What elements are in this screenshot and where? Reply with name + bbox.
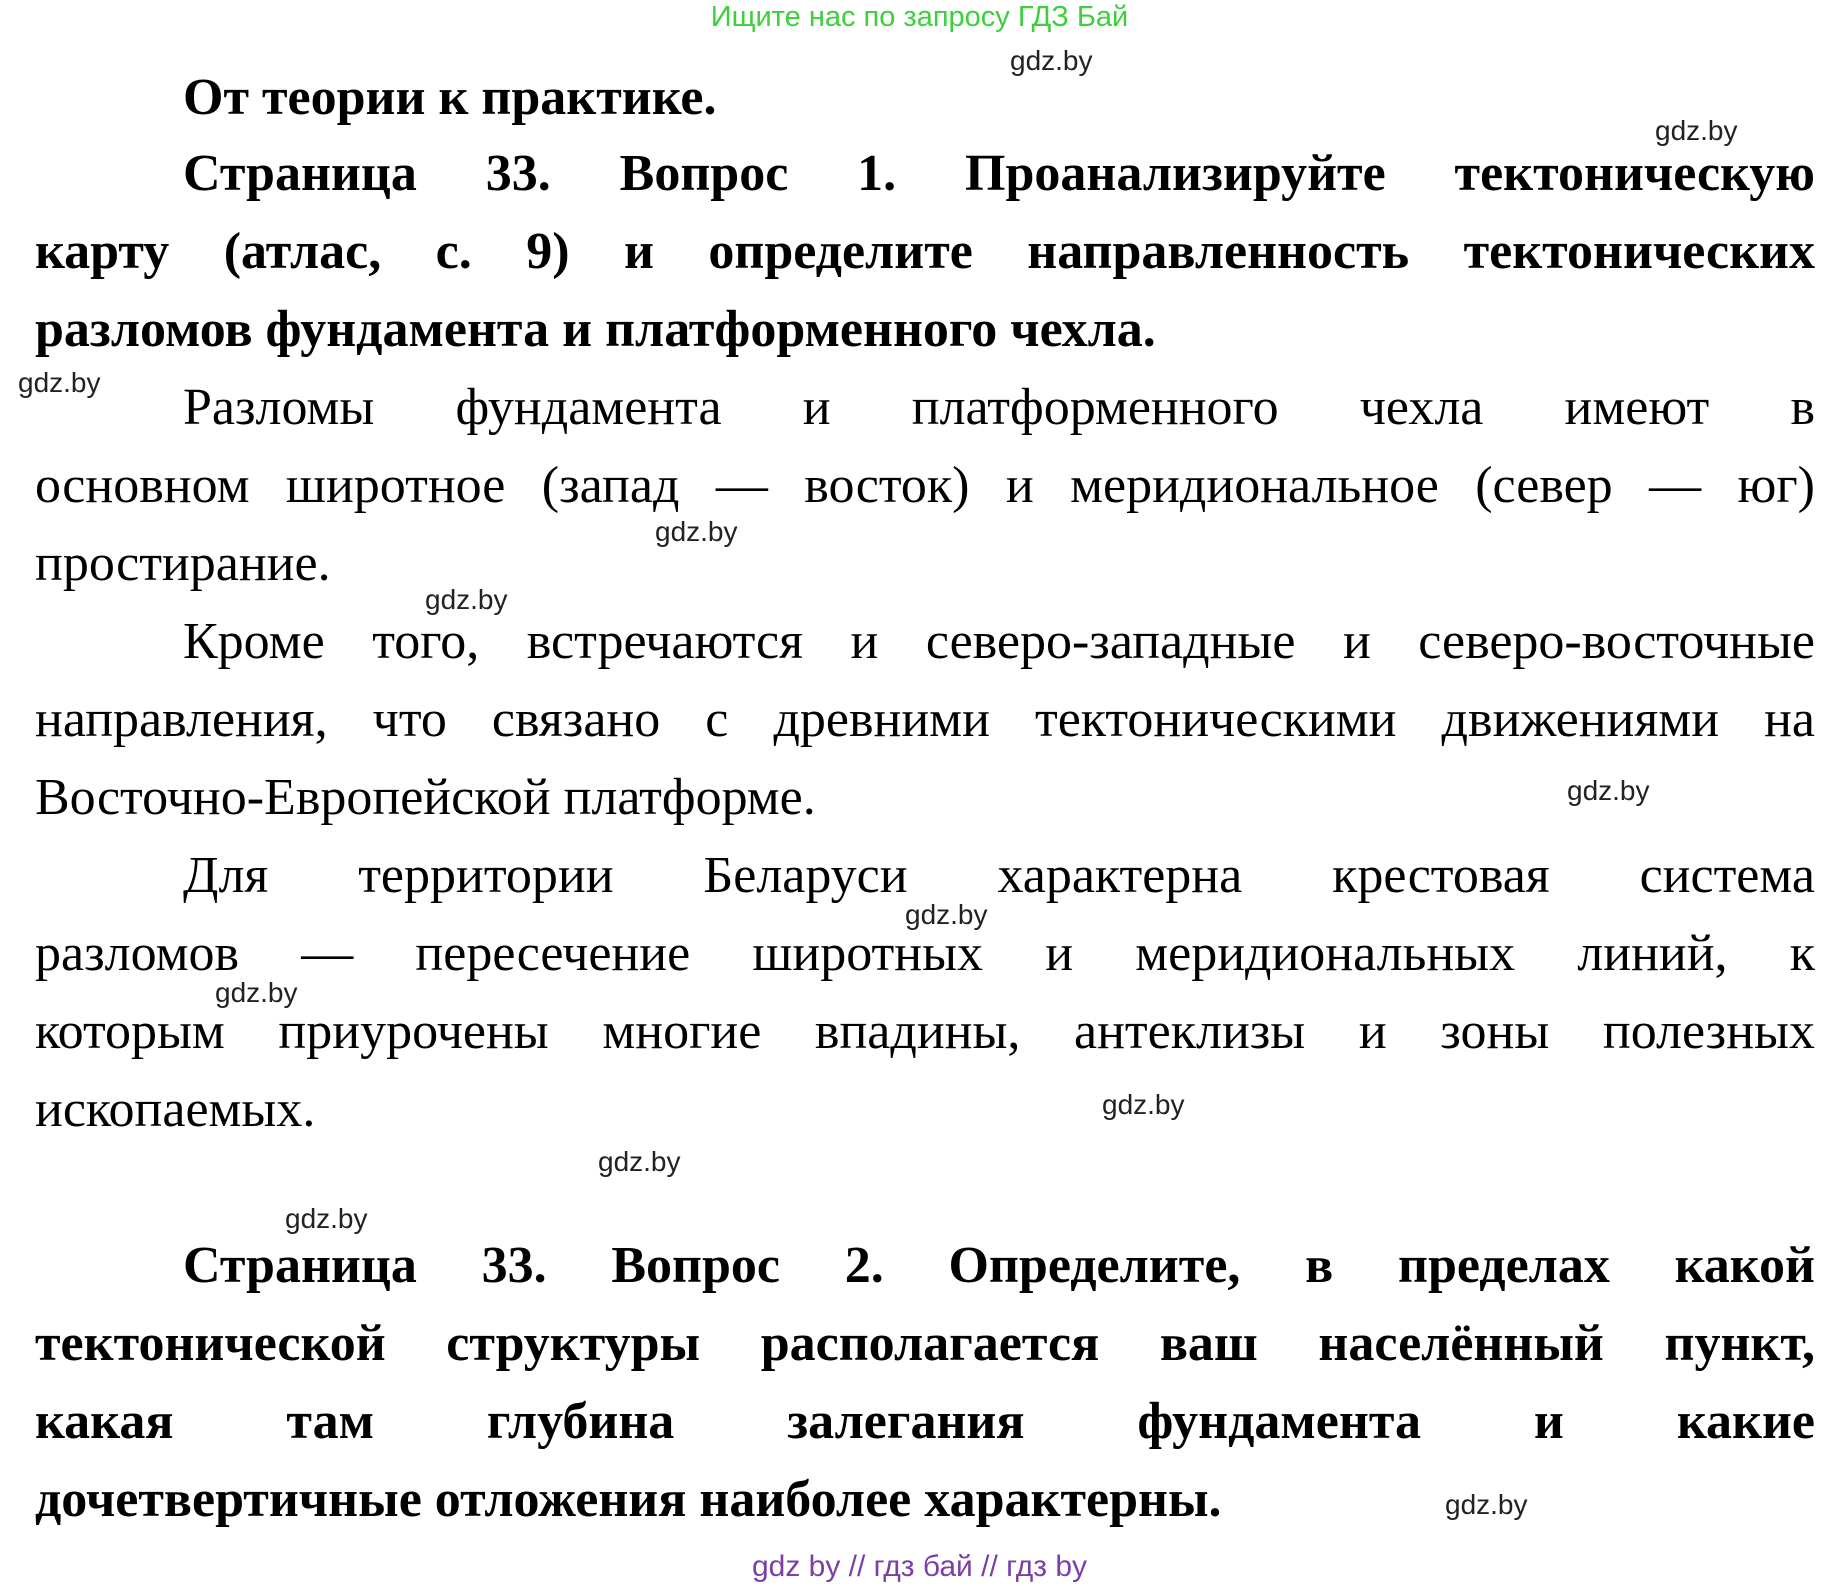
watermark: gdz.by	[1102, 1089, 1185, 1120]
question1-line2: карту (атлас, с. 9) и определите направленность тектонических	[35, 223, 1815, 280]
watermark: gdz.by	[598, 1146, 681, 1177]
answer1-p1-line1: Разломы фундамента и платформенного чехла имеют в	[183, 379, 1815, 436]
watermark: gdz.by	[1010, 45, 1093, 76]
watermark: gdz.by	[1567, 775, 1650, 806]
watermark: gdz.by	[18, 367, 101, 398]
watermark: gdz.by	[1655, 115, 1738, 146]
question2-line3: какая там глубина залегания фундамента и какие	[35, 1393, 1815, 1450]
watermark: gdz.by	[215, 977, 298, 1008]
answer1-p1-line2: основном широтное (запад — восток) и меридиональное (север — юг)	[35, 457, 1815, 514]
question2-line4: дочетвертичные отложения наиболее характерны.	[35, 1471, 1222, 1528]
watermark: gdz.by	[1445, 1489, 1528, 1520]
answer1-p3-line3: которым приурочены многие впадины, антеклизы и зоны полезных	[35, 1003, 1815, 1060]
answer1-p2-line1: Кроме того, встречаются и северо-западные и северо-восточные	[183, 613, 1815, 670]
answer1-p1-line3: простирание.	[35, 535, 331, 592]
answer1-p3-line2: разломов — пересечение широтных и меридиональных линий, к	[35, 925, 1815, 982]
footer-links: gdz by // гдз бай // гдз by	[751, 1550, 1088, 1583]
question2-line2: тектонической структуры располагается ваш населённый пункт,	[35, 1315, 1815, 1372]
question1-line3: разломов фундамента и платформенного чехла.	[35, 301, 1156, 358]
section-heading: От теории к практике.	[183, 69, 717, 126]
watermark: gdz.by	[655, 516, 738, 547]
watermark: gdz.by	[285, 1203, 368, 1234]
watermark: gdz.by	[905, 899, 988, 930]
answer1-p2-line2: направления, что связано с древними тектоническими движениями на	[35, 691, 1815, 748]
answer1-p3-line1: Для территории Беларуси характерна крестовая система	[183, 847, 1815, 904]
answer1-p2-line3: Восточно-Европейской платформе.	[35, 769, 816, 826]
question1-line1: Страница 33. Вопрос 1. Проанализируйте тектоническую	[183, 145, 1815, 202]
watermark: gdz.by	[425, 584, 508, 615]
question2-line1: Страница 33. Вопрос 2. Определите, в пределах какой	[183, 1237, 1815, 1294]
answer1-p3-line4: ископаемых.	[35, 1081, 316, 1138]
search-banner: Ищите нас по запросу ГДЗ Бай	[710, 1, 1129, 33]
